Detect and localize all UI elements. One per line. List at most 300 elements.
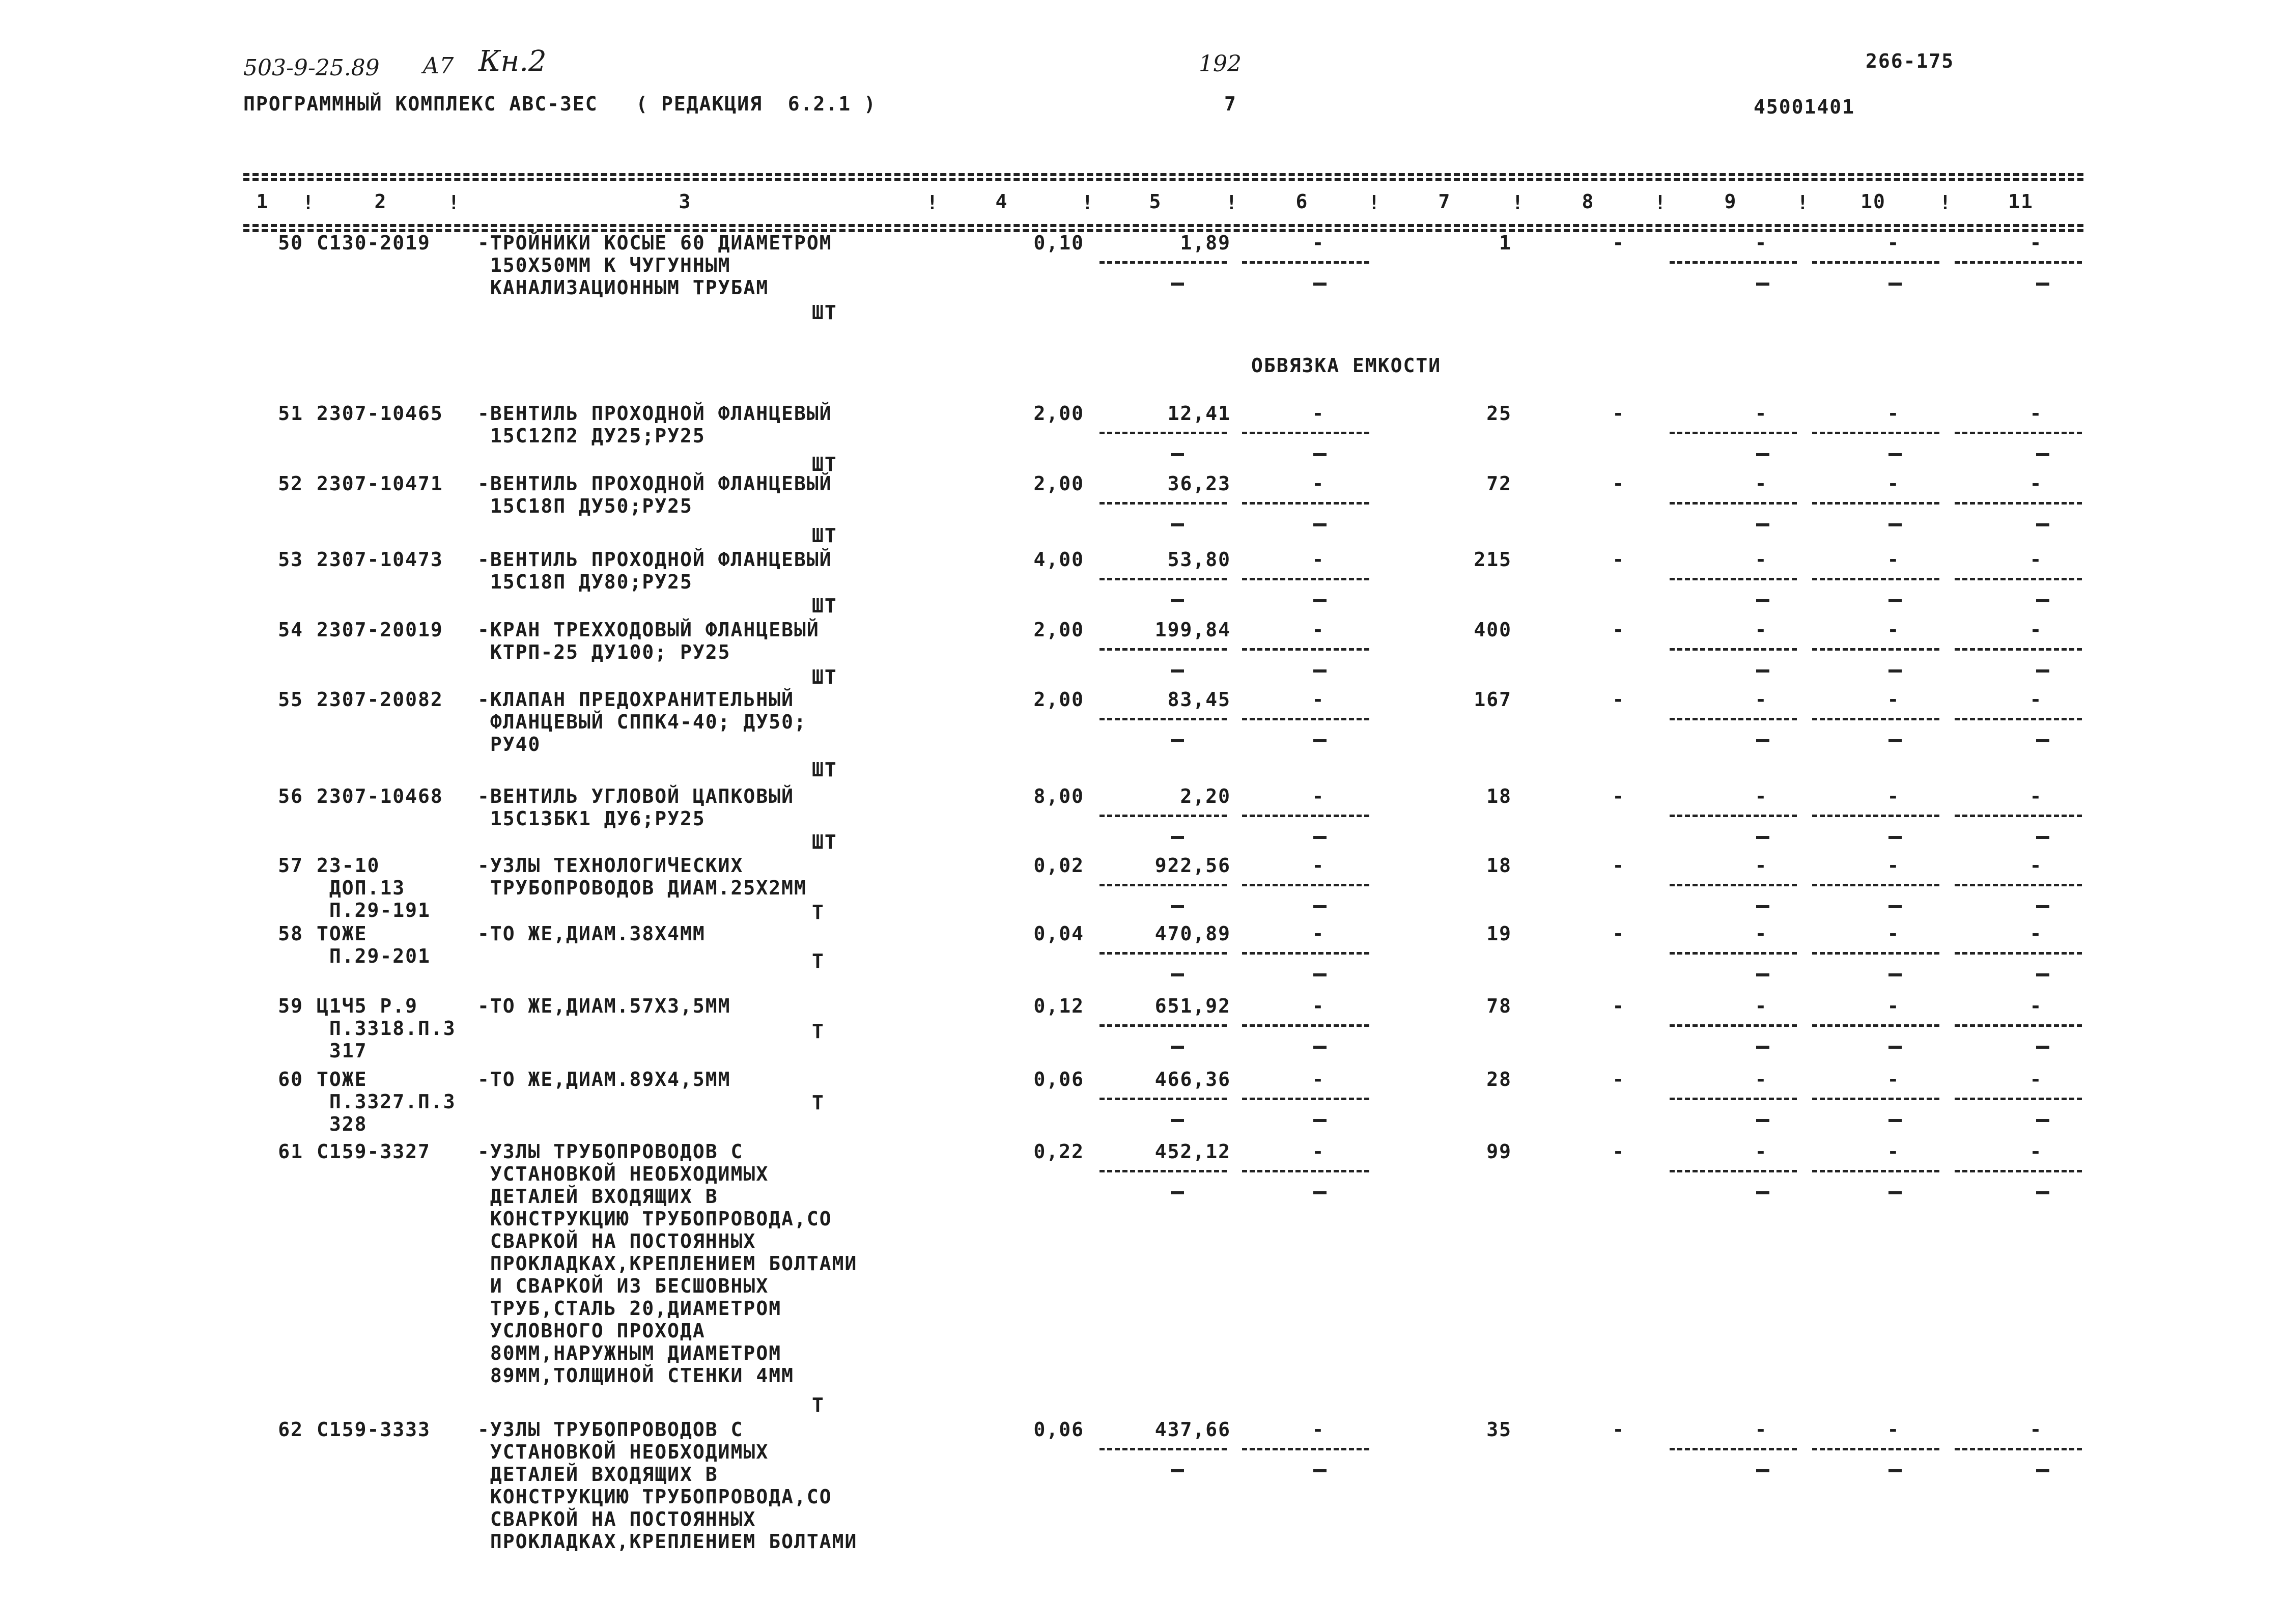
col11-underline bbox=[1955, 261, 2082, 264]
row-col6: - bbox=[1312, 785, 1325, 807]
column-separator: ! bbox=[1654, 191, 1667, 214]
col6-underline bbox=[1242, 1448, 1369, 1450]
row-col6: - bbox=[1312, 232, 1325, 254]
row-unit: ШТ bbox=[812, 453, 837, 475]
row-quantity: 2,00 bbox=[1033, 472, 1084, 495]
row-code: ТОЖЕ П.29-201 bbox=[317, 922, 431, 967]
dash-mark bbox=[1888, 453, 1902, 456]
row-col9: - bbox=[1755, 688, 1768, 711]
price-underline bbox=[1099, 718, 1227, 720]
price-underline bbox=[1099, 952, 1227, 955]
dash-mark bbox=[2036, 739, 2049, 742]
row-col8: - bbox=[1612, 548, 1625, 571]
dash-mark bbox=[1313, 1469, 1327, 1472]
row-number: 52 bbox=[278, 472, 303, 495]
handwritten-code: 503-9-25.89 bbox=[243, 55, 380, 81]
col11-underline bbox=[1955, 952, 2082, 955]
row-col11: - bbox=[2029, 1068, 2043, 1090]
row-unit-price: 651,92 bbox=[1154, 995, 1231, 1017]
price-underline bbox=[1099, 1170, 1227, 1172]
row-unit: Т bbox=[812, 901, 825, 923]
column-header-3: 3 bbox=[679, 190, 692, 213]
row-description: -ТО ЖЕ,ДИАМ.57Х3,5ММ bbox=[477, 995, 731, 1017]
row-col9: - bbox=[1755, 472, 1768, 495]
dash-mark bbox=[1313, 523, 1327, 526]
col6-underline bbox=[1242, 884, 1369, 886]
dash-mark bbox=[1171, 599, 1184, 602]
row-col11: - bbox=[2029, 548, 2043, 571]
row-col6: - bbox=[1312, 402, 1325, 425]
col9-underline bbox=[1670, 1024, 1797, 1027]
dash-mark bbox=[2036, 836, 2049, 839]
dash-mark bbox=[1888, 599, 1902, 602]
col6-underline bbox=[1242, 815, 1369, 817]
row-code: С130-2019 bbox=[317, 232, 431, 254]
row-col7: 19 bbox=[1486, 922, 1512, 945]
row-col8: - bbox=[1612, 688, 1625, 711]
row-col8: - bbox=[1612, 854, 1625, 877]
col6-underline bbox=[1242, 261, 1369, 264]
dash-mark bbox=[2036, 669, 2049, 673]
row-col10: - bbox=[1887, 922, 1900, 945]
dash-mark bbox=[1171, 905, 1184, 908]
price-underline bbox=[1099, 261, 1227, 264]
row-code: 2307-20082 bbox=[317, 688, 443, 711]
row-description: -УЗЛЫ ТРУБОПРОВОДОВ С УСТАНОВКОЙ НЕОБХОДИМЫХ ДЕТАЛЕЙ ВХОДЯЩИХ В КОНСТРУКЦИЮ ТРУБОПРОВОДА,СО СВАРКОЙ НА ПОСТОЯННЫХ ПРОКЛАДКАХ,КРЕПЛЕНИЕМ БОЛТАМИ bbox=[477, 1418, 858, 1553]
column-header-7: 7 bbox=[1438, 190, 1451, 213]
row-col6: - bbox=[1312, 1068, 1325, 1090]
program-title: ПРОГРАММНЫЙ КОМПЛЕКС АВС-3ЕС ( РЕДАКЦИЯ 6.2.1 ) bbox=[243, 93, 877, 115]
dash-mark bbox=[1313, 905, 1327, 908]
col11-underline bbox=[1955, 648, 2082, 651]
column-separator: ! bbox=[1226, 191, 1238, 214]
dash-mark bbox=[1888, 905, 1902, 908]
row-description: -ВЕНТИЛЬ ПРОХОДНОЙ ФЛАНЦЕВЫЙ 15С18П ДУ50;РУ25 bbox=[477, 472, 832, 517]
column-separator: ! bbox=[1939, 191, 1952, 214]
row-code: 23-10 ДОП.13 П.29-191 bbox=[317, 854, 431, 921]
dash-mark bbox=[1171, 1046, 1184, 1049]
col10-underline bbox=[1812, 1024, 1939, 1027]
col9-underline bbox=[1670, 261, 1797, 264]
row-number: 59 bbox=[278, 995, 303, 1017]
dash-mark bbox=[1313, 973, 1327, 976]
row-col11: - bbox=[2029, 232, 2043, 254]
handwritten-book: Кн.2 bbox=[478, 45, 547, 78]
col9-underline bbox=[1670, 1098, 1797, 1100]
column-header-9: 9 bbox=[1724, 190, 1737, 213]
column-separator: ! bbox=[1512, 191, 1525, 214]
row-unit-price: 53,80 bbox=[1167, 548, 1231, 571]
sheet-number: 7 bbox=[1224, 93, 1237, 115]
row-unit-price: 2,20 bbox=[1180, 785, 1231, 807]
dash-mark bbox=[1171, 453, 1184, 456]
col6-underline bbox=[1242, 1098, 1369, 1100]
col6-underline bbox=[1242, 432, 1369, 434]
column-header-6: 6 bbox=[1295, 190, 1309, 213]
dash-mark bbox=[1171, 739, 1184, 742]
row-col11: - bbox=[2029, 402, 2043, 425]
column-header-5: 5 bbox=[1149, 190, 1162, 213]
row-col11: - bbox=[2029, 688, 2043, 711]
handwritten-album: А7 bbox=[422, 53, 454, 79]
handwritten-page-number: 192 bbox=[1199, 51, 1242, 77]
row-quantity: 0,06 bbox=[1033, 1418, 1084, 1441]
dash-mark bbox=[1171, 973, 1184, 976]
col10-underline bbox=[1812, 502, 1939, 505]
column-header-2: 2 bbox=[374, 190, 387, 213]
row-col7: 167 bbox=[1474, 688, 1512, 711]
dash-mark bbox=[1313, 453, 1327, 456]
col11-underline bbox=[1955, 1024, 2082, 1027]
row-col8: - bbox=[1612, 619, 1625, 641]
row-number: 60 bbox=[278, 1068, 303, 1090]
col10-underline bbox=[1812, 1448, 1939, 1450]
col9-underline bbox=[1670, 578, 1797, 580]
dash-mark bbox=[1171, 1119, 1184, 1122]
row-quantity: 2,00 bbox=[1033, 619, 1084, 641]
row-description: -КЛАПАН ПРЕДОХРАНИТЕЛЬНЫЙ ФЛАНЦЕВЫЙ СППК4-40; ДУ50; РУ40 bbox=[477, 688, 807, 755]
column-separator: ! bbox=[926, 191, 939, 214]
row-code: Ц1Ч5 Р.9 П.3318.П.3 317 bbox=[317, 995, 456, 1062]
row-col10: - bbox=[1887, 472, 1900, 495]
row-col8: - bbox=[1612, 1068, 1625, 1090]
col10-underline bbox=[1812, 815, 1939, 817]
row-col9: - bbox=[1755, 995, 1768, 1017]
dash-mark bbox=[2036, 599, 2049, 602]
price-underline bbox=[1099, 578, 1227, 580]
price-underline bbox=[1099, 648, 1227, 651]
row-col6: - bbox=[1312, 619, 1325, 641]
dash-mark bbox=[1888, 1046, 1902, 1049]
dash-mark bbox=[1171, 1191, 1184, 1194]
row-col6: - bbox=[1312, 854, 1325, 877]
col11-underline bbox=[1955, 815, 2082, 817]
dash-mark bbox=[2036, 1469, 2049, 1472]
row-col7: 25 bbox=[1486, 402, 1512, 425]
row-col10: - bbox=[1887, 548, 1900, 571]
dash-mark bbox=[2036, 1046, 2049, 1049]
row-unit-price: 36,23 bbox=[1167, 472, 1231, 495]
dash-mark bbox=[1756, 669, 1769, 673]
row-code: 2307-10465 bbox=[317, 402, 443, 425]
dash-mark bbox=[1313, 1119, 1327, 1122]
row-col6: - bbox=[1312, 995, 1325, 1017]
row-quantity: 0,06 bbox=[1033, 1068, 1084, 1090]
col6-underline bbox=[1242, 648, 1369, 651]
row-unit: ШТ bbox=[812, 666, 837, 688]
dash-mark bbox=[1756, 739, 1769, 742]
row-description: -УЗЛЫ ТРУБОПРОВОДОВ С УСТАНОВКОЙ НЕОБХОДИМЫХ ДЕТАЛЕЙ ВХОДЯЩИХ В КОНСТРУКЦИЮ ТРУБОПРОВОДА,СО СВАРКОЙ НА ПОСТОЯННЫХ ПРОКЛАДКАХ,КРЕПЛЕНИЕМ БОЛТАМИ И СВАРКОЙ ИЗ БЕСШОВНЫХ ТРУБ,СТАЛЬ 20,ДИАМЕТРОМ УСЛОВНОГО ПРОХОДА 80ММ,НАРУЖНЫМ ДИАМЕТРОМ 89ММ,ТОЛЩИНОЙ СТЕНКИ 4ММ bbox=[477, 1140, 858, 1387]
row-number: 55 bbox=[278, 688, 303, 711]
dash-mark bbox=[1888, 523, 1902, 526]
row-col8: - bbox=[1612, 922, 1625, 945]
row-col7: 99 bbox=[1486, 1140, 1512, 1163]
column-separator: ! bbox=[1082, 191, 1094, 214]
dash-mark bbox=[1756, 283, 1769, 286]
row-col9: - bbox=[1755, 785, 1768, 807]
row-code: С159-3327 bbox=[317, 1140, 431, 1163]
row-col8: - bbox=[1612, 472, 1625, 495]
row-col7: 18 bbox=[1486, 785, 1512, 807]
row-unit: ШТ bbox=[812, 831, 837, 853]
dash-mark bbox=[1756, 836, 1769, 839]
row-col9: - bbox=[1755, 619, 1768, 641]
row-col6: - bbox=[1312, 472, 1325, 495]
row-col10: - bbox=[1887, 232, 1900, 254]
dash-mark bbox=[1313, 599, 1327, 602]
row-unit-price: 466,36 bbox=[1154, 1068, 1231, 1090]
header-bottom-rule bbox=[243, 224, 2083, 227]
dash-mark bbox=[1313, 739, 1327, 742]
row-unit: Т bbox=[812, 950, 825, 972]
dash-mark bbox=[1888, 669, 1902, 673]
row-col10: - bbox=[1887, 785, 1900, 807]
dash-mark bbox=[1888, 836, 1902, 839]
row-col10: - bbox=[1887, 1418, 1900, 1441]
dash-mark bbox=[1888, 973, 1902, 976]
dash-mark bbox=[1313, 1046, 1327, 1049]
row-quantity: 2,00 bbox=[1033, 688, 1084, 711]
column-separator: ! bbox=[448, 191, 461, 214]
price-underline bbox=[1099, 1098, 1227, 1100]
row-col11: - bbox=[2029, 619, 2043, 641]
row-description: -КРАН ТРЕХХОДОВЫЙ ФЛАНЦЕВЫЙ КТРП-25 ДУ100; РУ25 bbox=[477, 619, 820, 663]
dash-mark bbox=[1888, 1191, 1902, 1194]
row-description: -ВЕНТИЛЬ ПРОХОДНОЙ ФЛАНЦЕВЫЙ 15С12П2 ДУ25;РУ25 bbox=[477, 402, 832, 447]
column-header-10: 10 bbox=[1860, 190, 1886, 213]
col11-underline bbox=[1955, 718, 2082, 720]
dash-mark bbox=[2036, 1191, 2049, 1194]
row-col6: - bbox=[1312, 1140, 1325, 1163]
dash-mark bbox=[1171, 283, 1184, 286]
row-col7: 28 bbox=[1486, 1068, 1512, 1090]
col11-underline bbox=[1955, 1170, 2082, 1172]
col11-underline bbox=[1955, 578, 2082, 580]
row-col6: - bbox=[1312, 688, 1325, 711]
row-col9: - bbox=[1755, 922, 1768, 945]
dash-mark bbox=[2036, 1119, 2049, 1122]
dash-mark bbox=[2036, 973, 2049, 976]
row-col8: - bbox=[1612, 402, 1625, 425]
row-unit: Т bbox=[812, 1020, 825, 1043]
row-col6: - bbox=[1312, 548, 1325, 571]
row-quantity: 0,04 bbox=[1033, 922, 1084, 945]
row-unit: Т bbox=[812, 1394, 825, 1416]
row-number: 50 bbox=[278, 232, 303, 254]
row-unit: Т bbox=[812, 1091, 825, 1114]
column-header-8: 8 bbox=[1582, 190, 1595, 213]
col11-underline bbox=[1955, 432, 2082, 434]
row-description: -ТО ЖЕ,ДИАМ.89Х4,5ММ bbox=[477, 1068, 731, 1090]
col11-underline bbox=[1955, 1098, 2082, 1100]
col10-underline bbox=[1812, 718, 1939, 720]
dash-mark bbox=[1313, 836, 1327, 839]
price-underline bbox=[1099, 884, 1227, 886]
dash-mark bbox=[1171, 523, 1184, 526]
row-unit-price: 1,89 bbox=[1180, 232, 1231, 254]
row-col11: - bbox=[2029, 1140, 2043, 1163]
row-col8: - bbox=[1612, 232, 1625, 254]
row-col9: - bbox=[1755, 548, 1768, 571]
row-number: 53 bbox=[278, 548, 303, 571]
row-code: ТОЖЕ П.3327.П.3 328 bbox=[317, 1068, 456, 1135]
row-number: 56 bbox=[278, 785, 303, 807]
col9-underline bbox=[1670, 432, 1797, 434]
row-col6: - bbox=[1312, 922, 1325, 945]
dash-mark bbox=[1171, 836, 1184, 839]
row-code: 2307-10473 bbox=[317, 548, 443, 571]
col6-underline bbox=[1242, 1024, 1369, 1027]
row-quantity: 0,02 bbox=[1033, 854, 1084, 877]
dash-mark bbox=[1171, 669, 1184, 673]
row-unit-price: 470,89 bbox=[1154, 922, 1231, 945]
row-col10: - bbox=[1887, 402, 1900, 425]
section-title: ОБВЯЗКА ЕМКОСТИ bbox=[1251, 354, 1442, 377]
row-col9: - bbox=[1755, 1140, 1768, 1163]
col10-underline bbox=[1812, 884, 1939, 886]
col11-underline bbox=[1955, 1448, 2082, 1450]
dash-mark bbox=[1756, 1191, 1769, 1194]
row-col10: - bbox=[1887, 1068, 1900, 1090]
row-description: -УЗЛЫ ТЕХНОЛОГИЧЕСКИХ ТРУБОПРОВОДОВ ДИАМ.25Х2ММ bbox=[477, 854, 807, 899]
row-number: 51 bbox=[278, 402, 303, 425]
dash-mark bbox=[2036, 523, 2049, 526]
col9-underline bbox=[1670, 1170, 1797, 1172]
row-number: 58 bbox=[278, 922, 303, 945]
col9-underline bbox=[1670, 884, 1797, 886]
row-col10: - bbox=[1887, 854, 1900, 877]
row-col10: - bbox=[1887, 995, 1900, 1017]
column-separator: ! bbox=[1368, 191, 1381, 214]
col9-underline bbox=[1670, 718, 1797, 720]
dash-mark bbox=[1313, 669, 1327, 673]
row-col7: 78 bbox=[1486, 995, 1512, 1017]
row-col11: - bbox=[2029, 785, 2043, 807]
row-col7: 215 bbox=[1474, 548, 1512, 571]
row-col9: - bbox=[1755, 232, 1768, 254]
col9-underline bbox=[1670, 815, 1797, 817]
row-col10: - bbox=[1887, 619, 1900, 641]
dash-mark bbox=[1313, 1191, 1327, 1194]
col11-underline bbox=[1955, 502, 2082, 505]
col6-underline bbox=[1242, 502, 1369, 505]
col9-underline bbox=[1670, 502, 1797, 505]
row-unit: ШТ bbox=[812, 301, 837, 324]
price-underline bbox=[1099, 1024, 1227, 1027]
dash-mark bbox=[2036, 283, 2049, 286]
row-number: 62 bbox=[278, 1418, 303, 1441]
dash-mark bbox=[1171, 1469, 1184, 1472]
column-separator: ! bbox=[1797, 191, 1810, 214]
col10-underline bbox=[1812, 648, 1939, 651]
col6-underline bbox=[1242, 578, 1369, 580]
dash-mark bbox=[1756, 973, 1769, 976]
col10-underline bbox=[1812, 1098, 1939, 1100]
row-col10: - bbox=[1887, 688, 1900, 711]
row-col7: 1 bbox=[1499, 232, 1512, 254]
row-col8: - bbox=[1612, 785, 1625, 807]
row-description: -ВЕНТИЛЬ УГЛОВОЙ ЦАПКОВЫЙ 15С13БК1 ДУ6;РУ25 bbox=[477, 785, 794, 830]
dash-mark bbox=[1888, 283, 1902, 286]
row-quantity: 0,10 bbox=[1033, 232, 1084, 254]
dash-mark bbox=[1756, 599, 1769, 602]
document-code: 45001401 bbox=[1754, 96, 1855, 118]
dash-mark bbox=[1756, 523, 1769, 526]
price-underline bbox=[1099, 815, 1227, 817]
dash-mark bbox=[1756, 453, 1769, 456]
row-col11: - bbox=[2029, 854, 2043, 877]
row-col7: 400 bbox=[1474, 619, 1512, 641]
row-quantity: 0,12 bbox=[1033, 995, 1084, 1017]
row-description: -ТО ЖЕ,ДИАМ.38Х4ММ bbox=[477, 922, 706, 945]
row-code: 2307-10468 bbox=[317, 785, 443, 807]
col11-underline bbox=[1955, 884, 2082, 886]
row-quantity: 2,00 bbox=[1033, 402, 1084, 425]
row-unit-price: 12,41 bbox=[1167, 402, 1231, 425]
row-code: С159-3333 bbox=[317, 1418, 431, 1441]
row-unit: ШТ bbox=[812, 595, 837, 617]
price-underline bbox=[1099, 432, 1227, 434]
column-header-4: 4 bbox=[995, 190, 1008, 213]
price-underline bbox=[1099, 1448, 1227, 1450]
row-col9: - bbox=[1755, 402, 1768, 425]
row-number: 61 bbox=[278, 1140, 303, 1163]
table-top-rule-2 bbox=[243, 178, 2083, 181]
row-col7: 18 bbox=[1486, 854, 1512, 877]
row-col6: - bbox=[1312, 1418, 1325, 1441]
row-unit: ШТ bbox=[812, 759, 837, 781]
col10-underline bbox=[1812, 432, 1939, 434]
dash-mark bbox=[1756, 1046, 1769, 1049]
row-unit-price: 922,56 bbox=[1154, 854, 1231, 877]
price-underline bbox=[1099, 502, 1227, 505]
row-number: 57 bbox=[278, 854, 303, 877]
row-unit: ШТ bbox=[812, 524, 837, 547]
row-unit-price: 83,45 bbox=[1167, 688, 1231, 711]
row-code: 2307-20019 bbox=[317, 619, 443, 641]
col6-underline bbox=[1242, 1170, 1369, 1172]
dash-mark bbox=[2036, 905, 2049, 908]
row-col10: - bbox=[1887, 1140, 1900, 1163]
row-unit-price: 199,84 bbox=[1154, 619, 1231, 641]
dash-mark bbox=[1888, 1119, 1902, 1122]
row-col11: - bbox=[2029, 922, 2043, 945]
row-description: -ТРОЙНИКИ КОСЫЕ 60 ДИАМЕТРОМ 150Х50ММ К ЧУГУННЫМ КАНАЛИЗАЦИОННЫМ ТРУБАМ bbox=[477, 232, 832, 299]
row-quantity: 4,00 bbox=[1033, 548, 1084, 571]
col9-underline bbox=[1670, 1448, 1797, 1450]
row-col7: 72 bbox=[1486, 472, 1512, 495]
dash-mark bbox=[2036, 453, 2049, 456]
row-col8: - bbox=[1612, 1140, 1625, 1163]
row-col7: 35 bbox=[1486, 1418, 1512, 1441]
dash-mark bbox=[1888, 1469, 1902, 1472]
row-col9: - bbox=[1755, 1418, 1768, 1441]
col10-underline bbox=[1812, 261, 1939, 264]
row-col11: - bbox=[2029, 995, 2043, 1017]
row-col9: - bbox=[1755, 854, 1768, 877]
row-col9: - bbox=[1755, 1068, 1768, 1090]
col10-underline bbox=[1812, 578, 1939, 580]
row-col11: - bbox=[2029, 472, 2043, 495]
dash-mark bbox=[1756, 1119, 1769, 1122]
row-number: 54 bbox=[278, 619, 303, 641]
col9-underline bbox=[1670, 648, 1797, 651]
table-top-rule bbox=[243, 173, 2083, 176]
row-col8: - bbox=[1612, 995, 1625, 1017]
col10-underline bbox=[1812, 1170, 1939, 1172]
col10-underline bbox=[1812, 952, 1939, 955]
column-header-11: 11 bbox=[2008, 190, 2034, 213]
